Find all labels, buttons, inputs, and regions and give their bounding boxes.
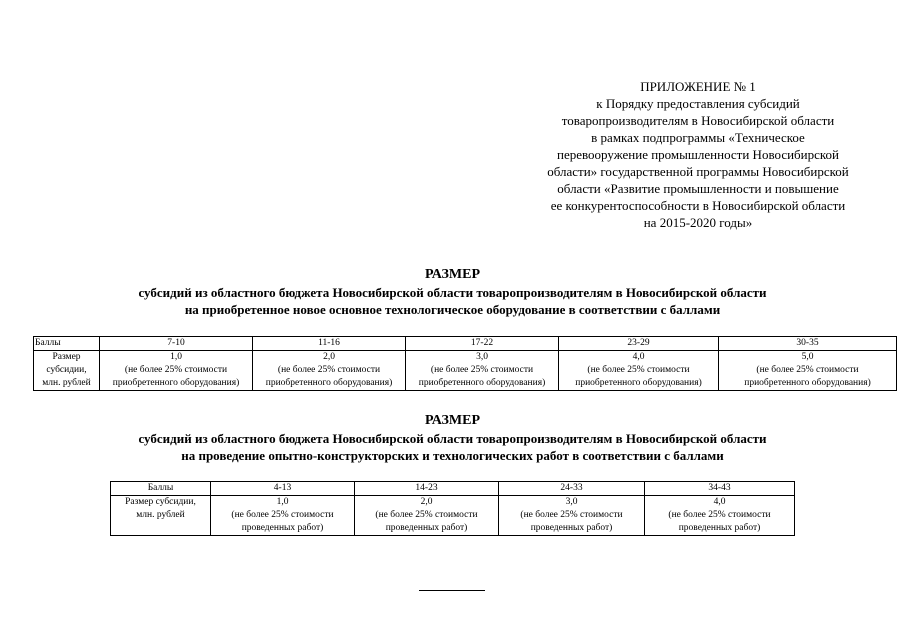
appendix-line: области» государственной программы Новосибирской [547, 164, 849, 179]
subsidy-note: (не более 25% стоимости [124, 365, 228, 375]
section-2-subtitle-line-1: субсидий из областного бюджета Новосибирской области товаропроизводителям в Новосибирской области [138, 431, 767, 446]
table-header-row [34, 337, 897, 351]
subsidy-note: приобретенного оборудования) [744, 378, 871, 388]
section-2-title: РАЗМЕР [424, 413, 480, 428]
subsidy-amount: 2,0 [420, 497, 433, 507]
table-header-row [111, 482, 795, 496]
subsidy-amount: 4,0 [632, 352, 645, 362]
subsidy-amount-cell [559, 351, 719, 391]
subsidy-label-line: млн. рублей [136, 510, 185, 520]
points-range-cell: 23-29 [559, 337, 719, 351]
points-range-cell: 4-13 [211, 482, 355, 496]
equipment-subsidy-table [33, 336, 897, 391]
points-range-cell: 17-22 [406, 337, 559, 351]
subsidy-note: приобретенного оборудования) [575, 378, 702, 388]
rnd-subsidy-table [110, 481, 795, 536]
subsidy-amount: 4,0 [713, 497, 726, 507]
appendix-line: ее конкурентоспособности в Новосибирской области [550, 198, 846, 213]
appendix-line: области «Развитие промышленности и повышение [557, 181, 839, 196]
subsidy-note: (не более 25% стоимости [231, 510, 334, 520]
subsidy-amount: 1,0 [170, 352, 182, 362]
subsidy-note: (не более 25% стоимости [430, 365, 534, 375]
appendix-line: на 2015-2020 годы» [643, 215, 753, 230]
table-row [34, 351, 897, 391]
section-1-subtitle-line-2: на приобретенное новое основное технологическое оборудование в соответствии с баллами [184, 302, 721, 317]
subsidy-note: проведенных работ) [678, 523, 761, 533]
subsidy-note: (не более 25% стоимости [756, 365, 859, 375]
subsidy-note: проведенных работ) [241, 523, 324, 533]
subsidy-label-line: Размер субсидии, [125, 497, 196, 507]
appendix-title: ПРИЛОЖЕНИЕ № 1 [640, 79, 756, 94]
appendix-line: перевооружение промышленности Новосибирской [557, 147, 839, 162]
subsidy-amount-cell [100, 351, 253, 391]
subsidy-amount: 3,0 [565, 497, 578, 507]
subsidy-label-line: Размер [52, 352, 81, 362]
subsidy-label-cell [111, 496, 211, 536]
subsidy-label-cell [34, 351, 100, 391]
section-1-title: РАЗМЕР [424, 267, 480, 282]
subsidy-note: (не более 25% стоимости [375, 510, 478, 520]
points-range-cell: 34-43 [645, 482, 795, 496]
subsidy-amount: 2,0 [323, 352, 335, 362]
subsidy-note: проведенных работ) [530, 523, 613, 533]
subsidy-note: приобретенного оборудования) [265, 378, 393, 388]
subsidy-amount-cell [406, 351, 559, 391]
points-range-cell: 7-10 [100, 337, 253, 351]
subsidy-note: (не более 25% стоимости [277, 365, 381, 375]
subsidy-amount-cell [645, 496, 795, 536]
section-1-subtitle-line-1: субсидий из областного бюджета Новосибирской области товаропроизводителям в Новосибирской области [138, 285, 767, 300]
appendix-line: в рамках подпрограммы «Техническое [591, 130, 805, 145]
subsidy-amount-cell [253, 351, 406, 391]
subsidy-amount-cell [211, 496, 355, 536]
end-separator-line [419, 590, 485, 591]
subsidy-amount-cell [719, 351, 897, 391]
subsidy-amount: 5,0 [801, 352, 814, 362]
subsidy-label-line: субсидии, [46, 365, 87, 375]
subsidy-amount-cell [355, 496, 499, 536]
points-header-cell: Баллы [34, 337, 100, 351]
points-range-cell: 11-16 [253, 337, 406, 351]
points-range-cell: 30-35 [719, 337, 897, 351]
subsidy-note: приобретенного оборудования) [418, 378, 546, 388]
appendix-line: товаропроизводителям в Новосибирской области [561, 113, 835, 128]
subsidy-amount: 3,0 [476, 352, 488, 362]
table-row [111, 496, 795, 536]
subsidy-note: (не более 25% стоимости [587, 365, 690, 375]
subsidy-note: (не более 25% стоимости [520, 510, 623, 520]
subsidy-amount: 1,0 [276, 497, 289, 507]
points-header-cell: Баллы [111, 482, 211, 496]
section-1-heading [0, 265, 905, 318]
subsidy-note: проведенных работ) [385, 523, 468, 533]
points-range-cell: 14-23 [355, 482, 499, 496]
section-2-subtitle-line-2: на проведение опытно-конструкторских и технологических работ в соответствии с баллами [181, 448, 724, 463]
section-2-heading [0, 411, 905, 464]
subsidy-label-line: млн. рублей [42, 378, 91, 388]
subsidy-note: приобретенного оборудования) [112, 378, 240, 388]
points-range-cell: 24-33 [499, 482, 645, 496]
appendix-line: к Порядку предоставления субсидий [596, 96, 800, 111]
subsidy-amount-cell [499, 496, 645, 536]
appendix-header [500, 78, 896, 231]
subsidy-note: (не более 25% стоимости [668, 510, 771, 520]
